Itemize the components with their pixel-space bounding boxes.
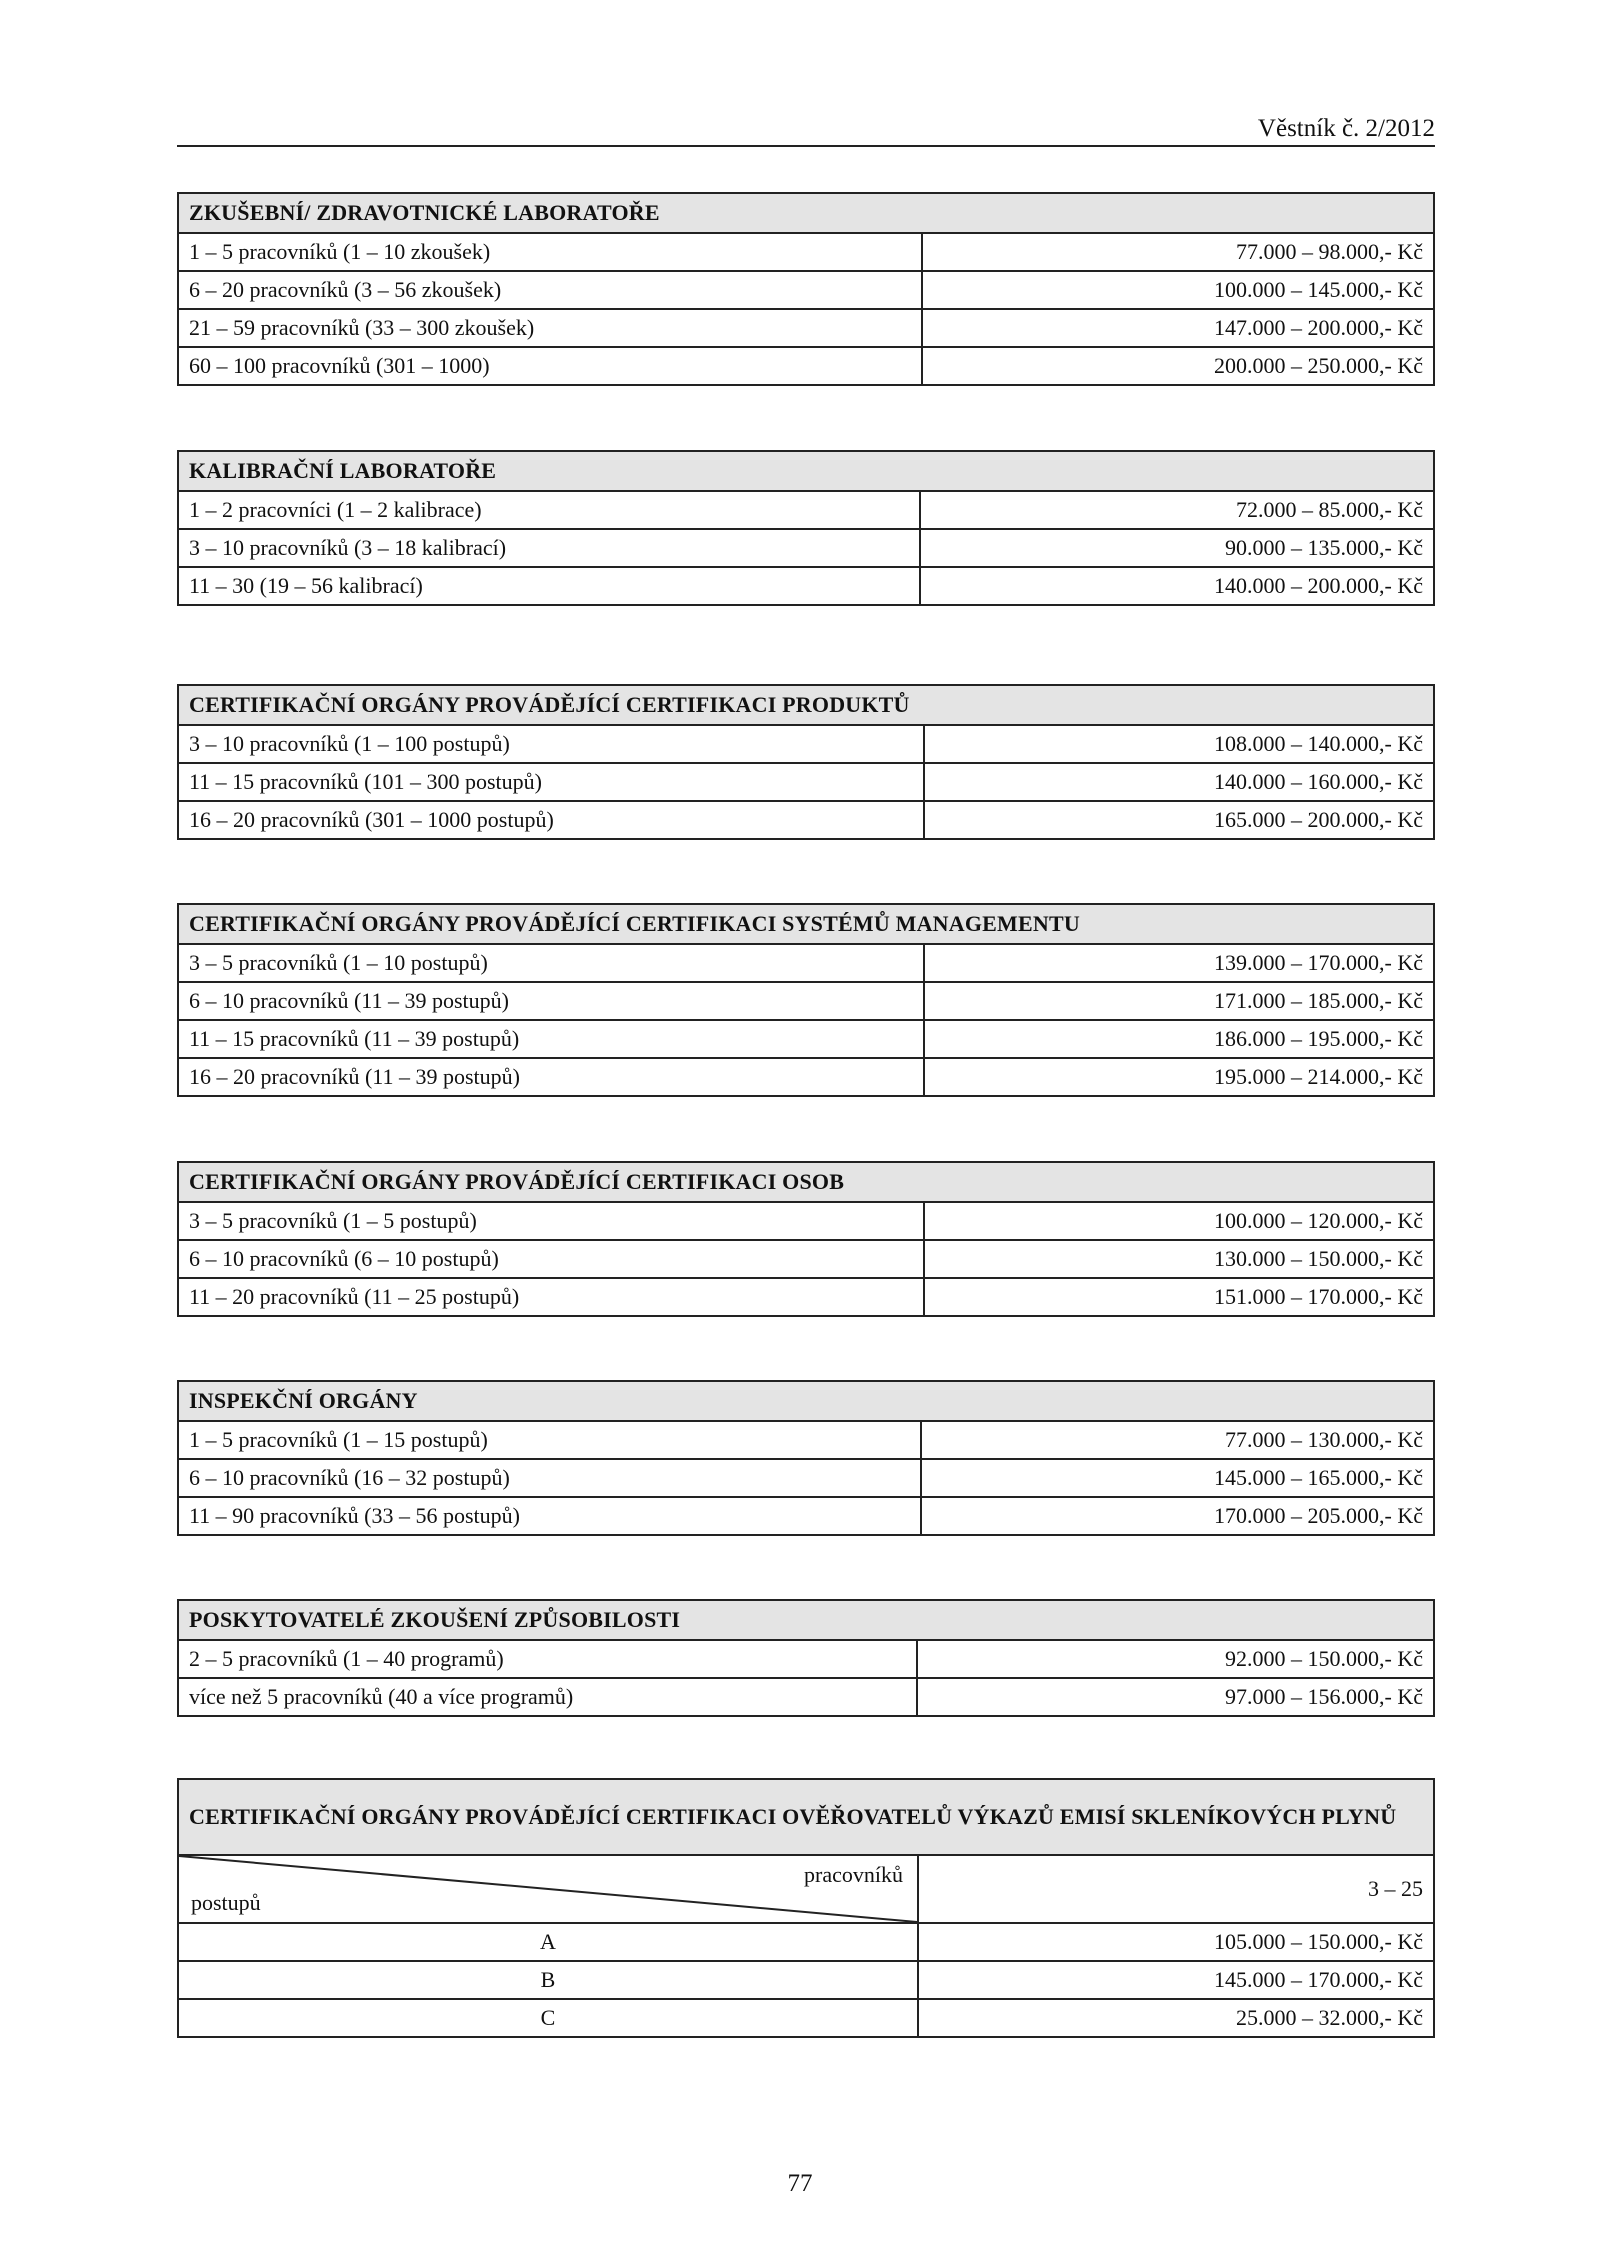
row-price: 151.000 – 170.000,- Kč [924,1278,1434,1316]
row-price: 200.000 – 250.000,- Kč [922,347,1434,385]
table-title: CERTIFIKAČNÍ ORGÁNY PROVÁDĚJÍCÍ CERTIFIKACI OVĚŘOVATELŮ VÝKAZŮ EMISÍ SKLENÍKOVÝCH PLYNŮ [178,1779,1434,1855]
row-price: 186.000 – 195.000,- Kč [924,1020,1434,1058]
row-label: 1 – 5 pracovníků (1 – 15 postupů) [178,1421,921,1459]
row-label: 6 – 10 pracovníků (11 – 39 postupů) [178,982,924,1020]
row-label: A [178,1923,918,1961]
row-price: 25.000 – 32.000,- Kč [918,1999,1434,2037]
row-label: 11 – 15 pracovníků (11 – 39 postupů) [178,1020,924,1058]
row-label: 16 – 20 pracovníků (11 – 39 postupů) [178,1058,924,1096]
fee-table-calibration-labs [177,450,1435,606]
table-row [178,1202,1434,1240]
row-label: 1 – 5 pracovníků (1 – 10 zkoušek) [178,233,922,271]
fee-table-proficiency-testing [177,1599,1435,1717]
row-price: 130.000 – 150.000,- Kč [924,1240,1434,1278]
row-price: 105.000 – 150.000,- Kč [918,1923,1434,1961]
row-label: 3 – 5 pracovníků (1 – 10 postupů) [178,944,924,982]
table-row [178,1961,1434,1999]
fee-table-management-systems [177,903,1435,1097]
table-row [178,944,1434,982]
table-row [178,1640,1434,1678]
page-header-title: Věstník č. 2/2012 [1257,115,1435,142]
fee-table-persons-certification [177,1161,1435,1317]
table-row [178,1020,1434,1058]
row-price: 72.000 – 85.000,- Kč [920,491,1434,529]
row-label: 6 – 20 pracovníků (3 – 56 zkoušek) [178,271,922,309]
table-row [178,1497,1434,1535]
row-price: 92.000 – 150.000,- Kč [917,1640,1434,1678]
row-price: 147.000 – 200.000,- Kč [922,309,1434,347]
row-label: 3 – 5 pracovníků (1 – 5 postupů) [178,1202,924,1240]
table-row [178,233,1434,271]
row-label: 6 – 10 pracovníků (16 – 32 postupů) [178,1459,921,1497]
row-price: 139.000 – 170.000,- Kč [924,944,1434,982]
row-price: 140.000 – 200.000,- Kč [920,567,1434,605]
row-price: 77.000 – 98.000,- Kč [922,233,1434,271]
row-label: více než 5 pracovníků (40 a více programů) [178,1678,917,1716]
diagonal-top-label: pracovníků [804,1862,903,1887]
table-row [178,1678,1434,1716]
diagonal-header-cell [178,1855,918,1923]
row-label: 6 – 10 pracovníků (6 – 10 postupů) [178,1240,924,1278]
table-row [178,347,1434,385]
table-row [178,1278,1434,1316]
row-price: 145.000 – 170.000,- Kč [918,1961,1434,1999]
row-price: 140.000 – 160.000,- Kč [924,763,1434,801]
fee-table-testing-labs [177,192,1435,386]
table-row [178,491,1434,529]
table-row [178,271,1434,309]
table-row [178,309,1434,347]
fee-table-inspection-bodies [177,1380,1435,1536]
row-price: 108.000 – 140.000,- Kč [924,725,1434,763]
table-row [178,1459,1434,1497]
table-row [178,1240,1434,1278]
fee-table-product-certification [177,684,1435,840]
table-row [178,763,1434,801]
row-label: 11 – 20 pracovníků (11 – 25 postupů) [178,1278,924,1316]
row-label: 11 – 90 pracovníků (33 – 56 postupů) [178,1497,921,1535]
row-price: 171.000 – 185.000,- Kč [924,982,1434,1020]
row-label: 2 – 5 pracovníků (1 – 40 programů) [178,1640,917,1678]
table-title: CERTIFIKAČNÍ ORGÁNY PROVÁDĚJÍCÍ CERTIFIKACI SYSTÉMŮ MANAGEMENTU [178,904,1434,944]
row-label: 60 – 100 pracovníků (301 – 1000) [178,347,922,385]
row-label: 16 – 20 pracovníků (301 – 1000 postupů) [178,801,924,839]
page-number: 77 [787,2170,813,2197]
row-label: 3 – 10 pracovníků (1 – 100 postupů) [178,725,924,763]
row-label: B [178,1961,918,1999]
table-header-row [178,1855,1434,1923]
table-row [178,1999,1434,2037]
row-price: 90.000 – 135.000,- Kč [920,529,1434,567]
row-label: 21 – 59 pracovníků (33 – 300 zkoušek) [178,309,922,347]
table-row [178,567,1434,605]
table-row [178,1421,1434,1459]
row-price: 100.000 – 145.000,- Kč [922,271,1434,309]
row-price: 100.000 – 120.000,- Kč [924,1202,1434,1240]
row-label: 11 – 15 pracovníků (101 – 300 postupů) [178,763,924,801]
row-label: 1 – 2 pracovníci (1 – 2 kalibrace) [178,491,920,529]
table-row [178,529,1434,567]
row-price: 77.000 – 130.000,- Kč [921,1421,1434,1459]
row-label: 11 – 30 (19 – 56 kalibrací) [178,567,920,605]
row-price: 195.000 – 214.000,- Kč [924,1058,1434,1096]
table-row [178,1923,1434,1961]
table-title: ZKUŠEBNÍ/ ZDRAVOTNICKÉ LABORATOŘE [178,193,1434,233]
fee-table-ghg-verifiers [177,1778,1435,2038]
row-price: 97.000 – 156.000,- Kč [917,1678,1434,1716]
row-label: C [178,1999,918,2037]
diagonal-bottom-label: postupů [191,1890,261,1915]
header-value: 3 – 25 [918,1855,1434,1923]
table-row [178,725,1434,763]
table-title: POSKYTOVATELÉ ZKOUŠENÍ ZPŮSOBILOSTI [178,1600,1434,1640]
table-title: CERTIFIKAČNÍ ORGÁNY PROVÁDĚJÍCÍ CERTIFIKACI PRODUKTŮ [178,685,1434,725]
row-price: 170.000 – 205.000,- Kč [921,1497,1434,1535]
table-title: INSPEKČNÍ ORGÁNY [178,1381,1434,1421]
row-price: 165.000 – 200.000,- Kč [924,801,1434,839]
table-row [178,982,1434,1020]
table-row [178,801,1434,839]
table-title: CERTIFIKAČNÍ ORGÁNY PROVÁDĚJÍCÍ CERTIFIKACI OSOB [178,1162,1434,1202]
table-row [178,1058,1434,1096]
row-label: 3 – 10 pracovníků (3 – 18 kalibrací) [178,529,920,567]
row-price: 145.000 – 165.000,- Kč [921,1459,1434,1497]
table-title: KALIBRAČNÍ LABORATOŘE [178,451,1434,491]
header-rule [177,145,1435,147]
